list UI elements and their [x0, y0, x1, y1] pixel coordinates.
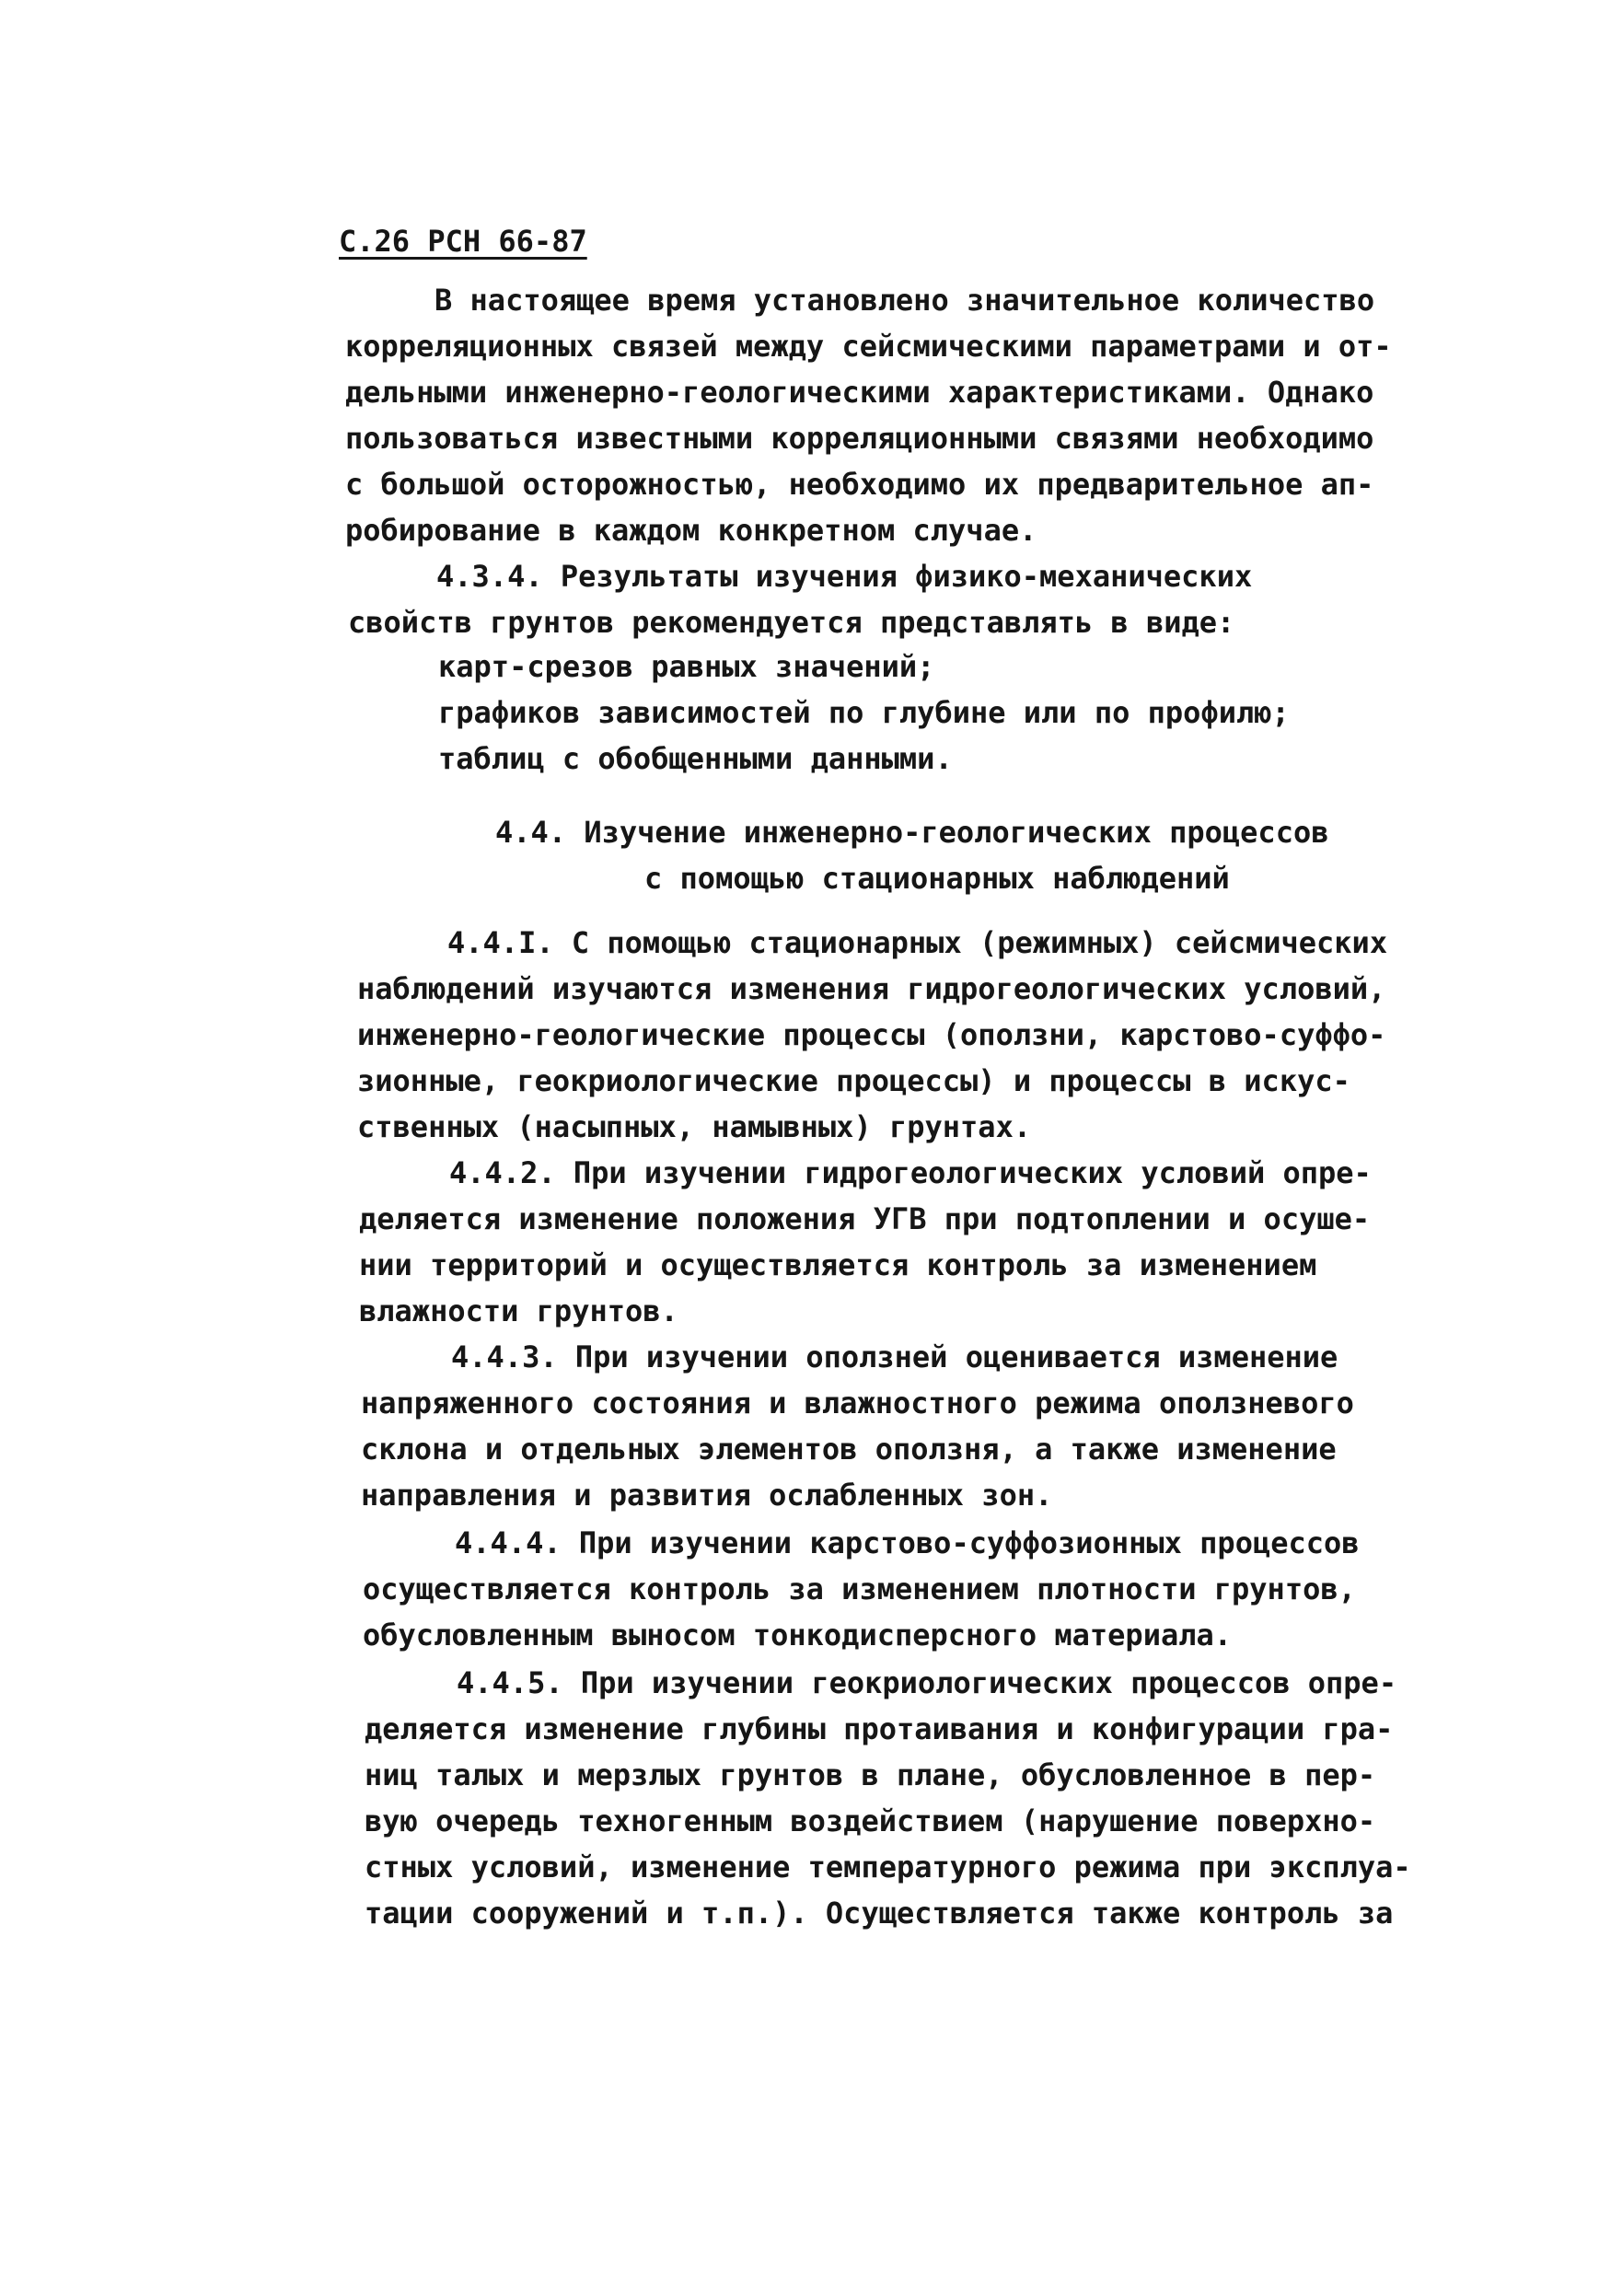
text-line: 4.4.5. При изучении геокриологических процессов опре- [457, 1665, 1397, 1700]
text-line: 4.4.2. При изучении гидрогеологических условий опре- [449, 1155, 1372, 1190]
text-line: пользоваться известными корреляционными связями необходимо [345, 421, 1374, 456]
text-line: тации сооружений и т.п.). Осуществляется также контроль за [365, 1896, 1394, 1931]
text-line: дельными инженерно-геологическими характеристиками. Однако [345, 375, 1374, 410]
text-line: обусловленным выносом тонкодисперсного материала. [363, 1618, 1233, 1652]
text-line: свойств грунтов рекомендуется представлять в виде: [348, 605, 1235, 640]
section-title-line: с помощью стационарных наблюдений [644, 861, 1230, 896]
text-line: нии территорий и осуществляется контроль за изменением [359, 1247, 1317, 1282]
text-line: с большой осторожностью, необходимо их предварительное ап- [345, 467, 1374, 502]
page-header: С.26 РСН 66-87 [339, 224, 587, 259]
text-line: 4.4.3. При изучении оползней оценивается изменение [451, 1339, 1338, 1374]
text-line: зионные, геокриологические процессы) и процессы в искус- [357, 1063, 1350, 1098]
section-title-line: 4.4. Изучение инженерно-геологических процессов [495, 815, 1329, 850]
text-line: ственных (насыпных, намывных) грунтах. [357, 1109, 1032, 1144]
text-line: 4.3.4. Результаты изучения физико-механических [436, 559, 1253, 594]
text-line: робирование в каждом конкретном случае. [345, 513, 1037, 548]
text-line: 4.4.I. С помощью стационарных (режимных) сейсмических [447, 925, 1388, 960]
text-line: деляется изменение глубины протаивания и конфигурации гра- [365, 1711, 1394, 1746]
text-line: осуществляется контроль за изменением плотности грунтов, [363, 1571, 1356, 1606]
text-line: ниц талых и мерзлых грунтов в плане, обусловленное в пер- [365, 1757, 1376, 1792]
list-item: карт-срезов равных значений; [438, 649, 935, 684]
text-line: стных условий, изменение температурного режима при эксплуа- [365, 1850, 1411, 1884]
text-line: инженерно-геологические процессы (оползни, карстово-суффо- [357, 1017, 1386, 1052]
text-line: корреляционных связей между сейсмическими параметрами и от- [345, 329, 1392, 364]
list-item: графиков зависимостей по глубине или по профилю; [438, 695, 1290, 730]
text-line: деляется изменение положения УГВ при подтоплении и осуше- [359, 1201, 1371, 1236]
list-item: таблиц с обобщенными данными. [438, 741, 953, 776]
text-line: склона и отдельных элементов оползня, а также изменение [361, 1432, 1337, 1467]
text-line: вую очередь техногенным воздействием (нарушение поверхно- [365, 1803, 1376, 1838]
text-line: наблюдений изучаются изменения гидрогеологических условий, [357, 971, 1386, 1006]
text-line: В настоящее время установлено значительное количество [434, 283, 1375, 318]
text-line: направления и развития ослабленных зон. [361, 1478, 1053, 1513]
text-line: влажности грунтов. [359, 1293, 678, 1328]
text-line: 4.4.4. При изучении карстово-суффозионных процессов [455, 1525, 1360, 1560]
text-line: напряженного состояния и влажностного режима оползневого [361, 1386, 1354, 1421]
